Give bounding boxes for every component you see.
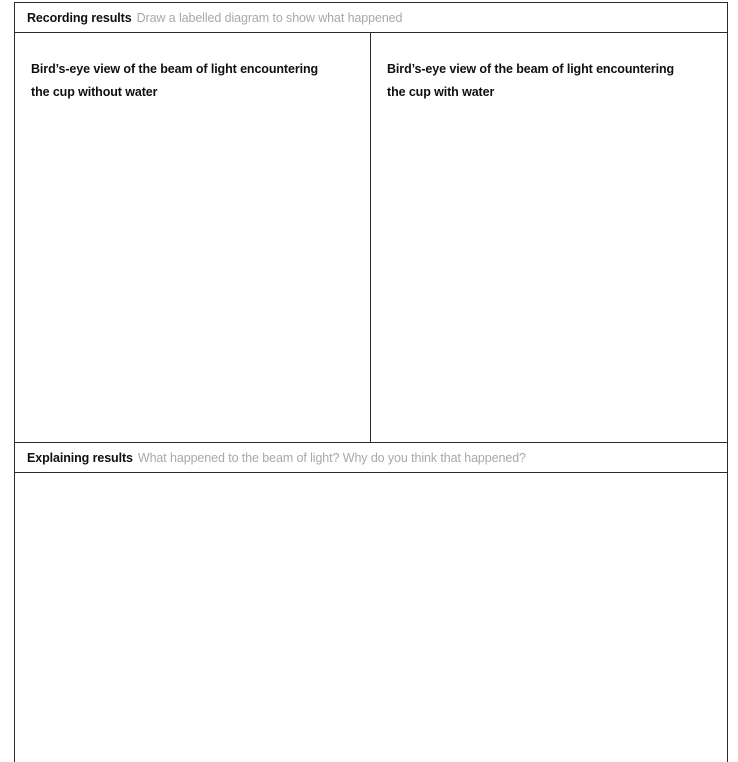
recording-results-instruction: Draw a labelled diagram to show what happened	[136, 10, 403, 25]
recording-results-row	[15, 3, 727, 33]
drawing-canvas-without-water[interactable]	[15, 113, 370, 442]
drawing-cell-with-water	[371, 33, 727, 442]
recording-results-title: Recording results	[27, 10, 132, 25]
explaining-results-title: Explaining results	[27, 450, 133, 465]
explaining-results-answer-area[interactable]	[15, 473, 727, 762]
drawing-cell-heading-with-water: Bird’s-eye view of the beam of light encountering the cup with water	[387, 62, 675, 99]
explaining-results-instruction: What happened to the beam of light? Why do you think that happened?	[137, 450, 526, 465]
drawing-cell-without-water	[15, 33, 371, 442]
drawing-cell-heading-without-water: Bird’s-eye view of the beam of light encountering the cup without water	[31, 62, 319, 99]
drawing-canvas-with-water[interactable]	[371, 113, 727, 442]
explaining-results-row	[15, 443, 727, 473]
drawing-row	[15, 33, 727, 443]
worksheet-table	[14, 2, 728, 762]
